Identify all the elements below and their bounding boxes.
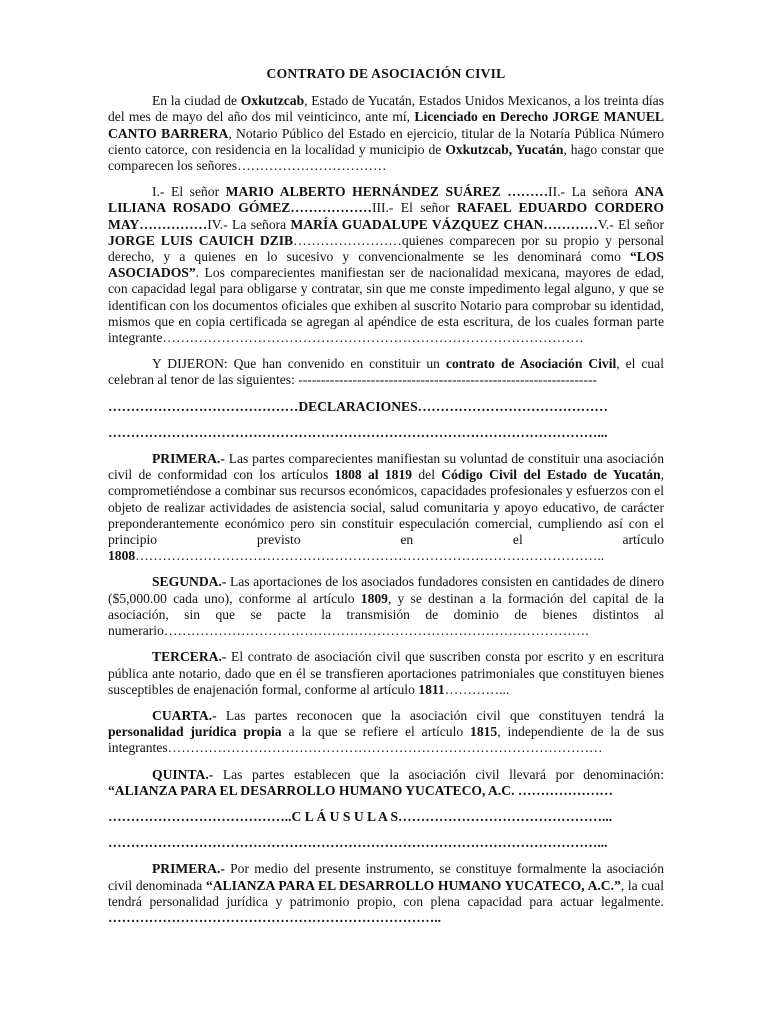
city-name: Oxkutzcab [240, 93, 305, 109]
clause-lead: SEGUNDA.- [152, 574, 227, 590]
text: a la que se refiere el artículo [281, 724, 471, 740]
text: ……………………quienes comparecen por su propio y personal derecho, y a quienes en lo sucesivo y convencionalmente se les denominará como [108, 232, 665, 265]
party-name: MARIO ALBERTO HERNÁNDEZ SUÁREZ ……… [225, 184, 549, 200]
clause-lead: TERCERA.- [152, 649, 227, 665]
clause-lead: CUARTA.- [152, 707, 217, 723]
article-ref: 1811 [418, 681, 445, 697]
dotted-separator: ………………………………………………………………………………………………... [108, 424, 608, 440]
party-name: JORGE LUIS CAUICH DZIB [108, 232, 294, 248]
text: Las aportaciones de los asociados fundadores consisten en cantidades de dinero ($5,000.00 cada uno), conforme al artículo [108, 574, 664, 606]
document-title: CONTRATO DE ASOCIACIÓN CIVIL [266, 66, 506, 81]
dotted-separator: ………………………………………………………………………………………………... [108, 835, 608, 851]
text: Las partes reconocen que la asociación civil que constituyen tendrá la [216, 707, 664, 723]
clausulas-heading: …………………………………..C L Á U S U L A S………………………………………... [108, 808, 613, 824]
paragraph-intro [108, 93, 664, 174]
declaration-cuarta [108, 708, 664, 757]
paragraph-agreement [108, 356, 664, 388]
article-ref: 1815 [470, 724, 498, 740]
text: Las partes comparecientes manifiestan su voluntad de constituir una asociación civil de conformidad con los artículos [108, 451, 664, 483]
paragraph-parties [108, 184, 664, 346]
party-name: RAFAEL EDUARDO CORDERO MAY…………… [108, 200, 664, 232]
text: , el cual celebran al tenor de las siguientes: ------------------------------------------------------------------ [108, 356, 664, 388]
text: , independiente de la de sus integrantes…………………………………………………………………………………… [108, 724, 664, 756]
party-name: ANA LILIANA ROSADO GÓMEZ……………… [108, 184, 664, 216]
text: El contrato de asociación civil que suscriben consta por escrito y en escritura pública ante notario, dado que en él se transfieren aportaciones patrimoniales que constituyen bienes susceptibles de enajenación formal, conforme al artículo [108, 649, 664, 697]
clause-lead: QUINTA.- [152, 766, 214, 782]
dotted-fill: ……………………………………………………………….. [108, 909, 442, 925]
contract-type: contrato de Asociación Civil [445, 356, 617, 372]
legal-term: personalidad jurídica propia [108, 724, 282, 740]
text: , y se destinan a la formación del capital de la asociación, sin que se pacte la transmisión de dominio de bienes distintos al numerario…………………………………………………………………………………. [108, 590, 664, 639]
text: …………... [444, 681, 510, 697]
text: I.- El señor [152, 184, 226, 200]
text: II.- La señora [548, 184, 635, 200]
text: Las partes establecen que la asociación civil llevará por denominación: [213, 766, 664, 782]
defined-term: “LOS ASOCIADOS” [108, 249, 664, 281]
text: , Estado de Yucatán, Estados Unidos Mexicanos, a los treinta días del mes de mayo del año dos mil veinticinco, ante mí, [108, 93, 664, 125]
declaration-quinta [108, 767, 664, 799]
text: Por medio del presente instrumento, se constituye formalmente la asociación civil denominada [108, 861, 664, 893]
declaration-segunda [108, 574, 664, 639]
text: . Los comparecientes manifiestan ser de nacionalidad mexicana, mayores de edad, con capacidad legal para obligarse y contratar, sin que me conste impedimento legal alguno, y que se identifican con los documentos oficiales que exhiben al suscrito Notario para comprobar su identidad, mismos que en copia certificada se agregan al apéndice de esta escritura, de los cuales forman parte integrante………………………………………………………………………………… [108, 265, 664, 346]
article-ref: 1808 al 1819 [334, 467, 413, 483]
article-ref: 1808 [108, 548, 136, 564]
clause-lead: PRIMERA.- [152, 861, 225, 877]
code-ref: Código Civil del Estado de Yucatán [441, 467, 661, 483]
text: , comprometiéndose a combinar sus recursos económicos, capacidades profesionales y esfuerzos con el objeto de realizar actividades de asistencia social, salud comunitaria y apoyo educativo, de carácter preponderantemente económico pero sin constituir especulación comercial, cumpliendo así con el principio previsto en el artículo [108, 467, 664, 548]
municipality-name: Oxkutzcab, Yucatán [445, 141, 564, 157]
declaraciones-heading: ……………………………………DECLARACIONES…………………………………… [108, 398, 608, 414]
text: , Notario Público del Estado en ejercicio, titular de la Notaría Pública Número ciento catorce, con residencia en la localidad y municipio de [108, 125, 664, 157]
declaration-tercera [108, 649, 664, 698]
text: , la cual tendrá personalidad jurídica y patrimonio propio, con plena capacidad para actuar legalmente. [108, 877, 664, 909]
text: En la ciudad de [152, 93, 241, 109]
clause-primera [108, 861, 664, 926]
text: , hago constar que comparecen los señores…………………………… [108, 141, 665, 174]
party-name: MARÍA GUADALUPE VÁZQUEZ CHAN………… [290, 216, 598, 232]
text: Y DIJERON: Que han convenido en constituir un [152, 356, 446, 372]
association-name: “ALIANZA PARA EL DESARROLLO HUMANO YUCATECO, A.C. ………………… [108, 782, 614, 798]
text: V.- El señor [597, 216, 664, 232]
text: ………………………………………………………………………………………….. [135, 548, 605, 564]
declaration-primera [108, 451, 664, 564]
notary-name: Licenciado en Derecho JORGE MANUEL CANTO BARRERA [108, 109, 664, 141]
clause-lead: PRIMERA.- [152, 451, 225, 467]
article-ref: 1809 [360, 590, 388, 606]
text: IV.- La señora [207, 216, 291, 232]
text: III.- El señor [371, 200, 457, 216]
association-name: “ALIANZA PARA EL DESARROLLO HUMANO YUCATECO, A.C.” [205, 877, 621, 893]
text: del [412, 467, 442, 483]
